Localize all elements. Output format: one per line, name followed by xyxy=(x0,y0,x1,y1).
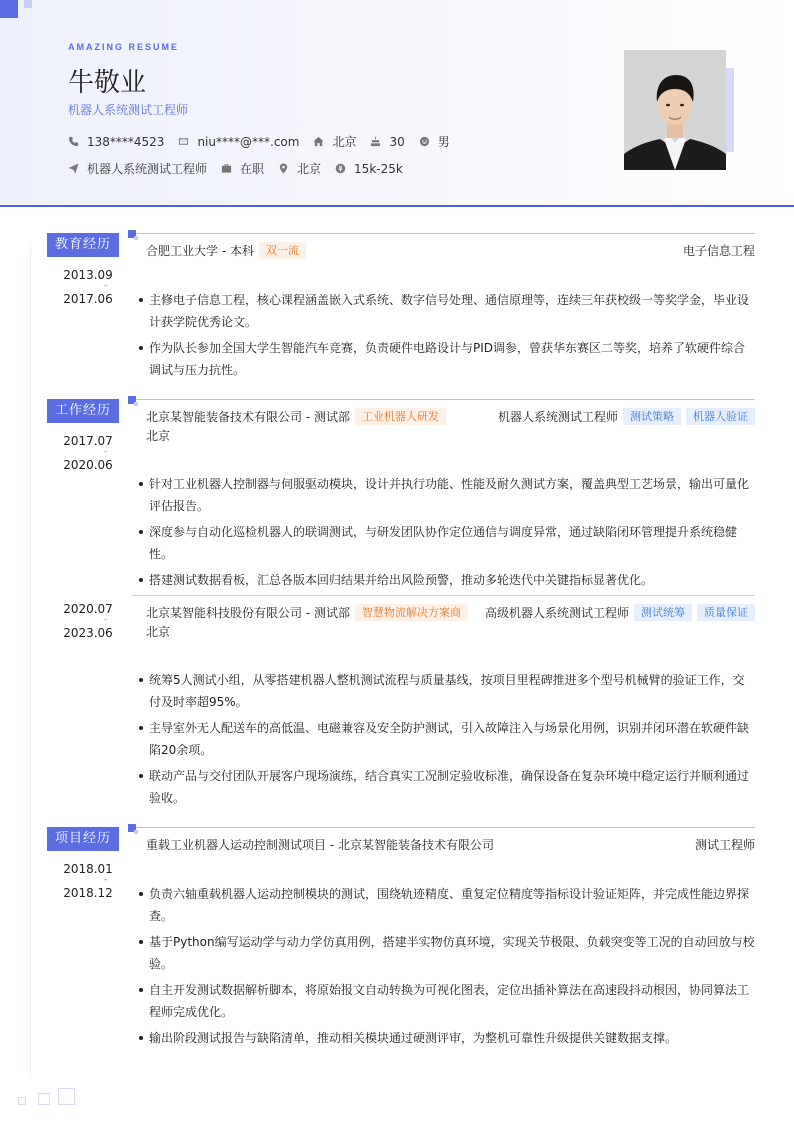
money-icon xyxy=(335,163,346,174)
candidate-name: 牛敬业 xyxy=(68,68,147,98)
job-date-sep: - xyxy=(104,615,108,625)
resume-eyebrow: AMAZING RESUME xyxy=(68,42,179,52)
project-date-start: 2018.01 xyxy=(63,862,113,876)
section-title-education: 教育经历 xyxy=(47,233,119,257)
edu-date-end: 2017.06 xyxy=(63,292,113,306)
job-bullets xyxy=(138,473,755,595)
job-entry-head xyxy=(146,408,755,425)
school-tag: 双一流 xyxy=(259,242,306,259)
job-position: 高级机器人系统测试工程师 xyxy=(484,606,629,620)
briefcase-icon xyxy=(221,163,232,174)
job-intent-row xyxy=(68,160,417,177)
contact-phone xyxy=(68,135,164,149)
company-tag: 工业机器人研发 xyxy=(355,408,446,425)
contact-home xyxy=(313,133,356,150)
list-item: 负责六轴重载机器人运动控制模块的测试，围绕轨迹精度、重复定位精度等指标设计验证矩阵，并完成性能边界探查。 xyxy=(138,883,755,927)
list-item: 主导室外无人配送车的高低温、电磁兼容及安全防护测试，引入故障注入与场景化用例，识别并闭环潜在软硬件缺陷20余项。 xyxy=(138,717,755,761)
gender-icon xyxy=(419,136,430,147)
education-bullets xyxy=(138,289,755,385)
left-rail xyxy=(30,245,31,1075)
header-divider xyxy=(0,205,794,207)
phone-text: 138****4523 xyxy=(87,134,165,149)
home-text: 北京 xyxy=(332,135,357,149)
location-pin-icon xyxy=(278,163,289,174)
contact-email xyxy=(178,135,299,149)
intent-salary-text: 15k-25k xyxy=(354,161,403,176)
job-bullets xyxy=(138,669,755,813)
section-marker xyxy=(128,824,136,832)
list-item: 搭建测试数据看板，汇总各版本回归结果并给出风险预警，推动多轮迭代中关键指标显著优化。 xyxy=(138,569,755,591)
decor-square xyxy=(38,1093,50,1105)
list-item: 自主开发测试数据解析脚本，将原始报文自动转换为可视化图表，定位出插补算法在高速段抖动根因，协同算法工程师完成优化。 xyxy=(138,979,755,1023)
list-item: 针对工业机器人控制器与伺服驱动模块，设计并执行功能、性能及耐久测试方案，覆盖典型工艺场景，输出可量化评估报告。 xyxy=(138,473,755,517)
job-date-end: 2023.06 xyxy=(63,626,113,640)
list-item: 输出阶段测试报告与缺陷清单，推动相关模块通过硬测评审，为整机可靠性升级提供关键数据支撑。 xyxy=(138,1027,755,1049)
project-role: 测试工程师 xyxy=(694,838,755,852)
contact-gender xyxy=(419,133,450,150)
intent-position-text: 机器人系统测试工程师 xyxy=(87,162,208,176)
list-item: 作为队长参加全国大学生智能汽车竞赛，负责硬件电路设计与PID调参，曾获华东赛区二等奖，培养了软硬件综合调试与压力抗性。 xyxy=(138,337,755,381)
intent-city-text: 北京 xyxy=(297,162,322,176)
skill-tag: 测试统筹 xyxy=(634,604,692,621)
section-marker xyxy=(128,230,136,238)
list-item: 统筹5人测试小组，从零搭建机器人整机测试流程与质量基线，按项目里程碑推进多个型号机械臂的验证工作，交付及时率超95%。 xyxy=(138,669,755,713)
section-title-work: 工作经历 xyxy=(47,399,119,423)
edu-date-sep: - xyxy=(104,281,108,291)
intent-city xyxy=(278,160,321,177)
send-icon xyxy=(68,163,79,174)
job-date-start: 2020.07 xyxy=(63,602,113,616)
company-name: 北京某智能装备技术有限公司 - 测试部 xyxy=(146,410,350,424)
education-entry-head xyxy=(146,242,755,259)
section-divider xyxy=(136,827,755,828)
project-date-end: 2018.12 xyxy=(63,886,113,900)
mail-icon xyxy=(178,136,189,147)
project-entry-head xyxy=(146,836,755,853)
intent-salary xyxy=(335,162,403,176)
skill-tag: 测试策略 xyxy=(623,408,681,425)
project-bullets xyxy=(138,883,755,1053)
job-date-end: 2020.06 xyxy=(63,458,113,472)
project-name: 重载工业机器人运动控制测试项目 - 北京某智能装备技术有限公司 xyxy=(146,838,494,852)
skill-tag: 机器人验证 xyxy=(686,408,755,425)
decor-square-small xyxy=(24,0,32,8)
section-divider xyxy=(136,399,755,400)
job-city: 北京 xyxy=(146,625,171,639)
cake-icon xyxy=(370,136,381,147)
section-divider xyxy=(136,233,755,234)
project-date-sep: - xyxy=(104,875,108,885)
job-city: 北京 xyxy=(146,429,171,443)
section-title-projects: 项目经历 xyxy=(47,827,119,851)
contact-age xyxy=(370,135,404,149)
company-name: 北京某智能科技股份有限公司 - 测试部 xyxy=(146,606,350,620)
gender-text: 男 xyxy=(437,135,450,149)
intent-status xyxy=(221,160,264,177)
contact-row xyxy=(68,133,464,150)
major: 电子信息工程 xyxy=(682,244,755,258)
job-position: 机器人系统测试工程师 xyxy=(497,410,618,424)
job-date-sep: - xyxy=(104,447,108,457)
entry-divider xyxy=(132,595,755,596)
intent-position xyxy=(68,160,207,177)
list-item: 深度参与自动化巡检机器人的联调测试，与研发团队协作定位通信与调度异常，通过缺陷闭环管理提升系统稳健性。 xyxy=(138,521,755,565)
decor-square xyxy=(18,1097,26,1105)
list-item: 主修电子信息工程，核心课程涵盖嵌入式系统、数字信号处理、通信原理等，连续三年获校级一等奖学金，毕业设计获学院优秀论文。 xyxy=(138,289,755,333)
email-text: niu****@***.com xyxy=(197,134,300,149)
skill-tag: 质量保证 xyxy=(697,604,755,621)
company-tag: 智慧物流解决方案商 xyxy=(355,604,468,621)
candidate-title: 机器人系统测试工程师 xyxy=(68,103,189,117)
edu-date-start: 2013.09 xyxy=(63,268,113,282)
age-text: 30 xyxy=(389,134,405,149)
job-date-start: 2017.07 xyxy=(63,434,113,448)
list-item: 基于Python编写运动学与动力学仿真用例，搭建半实物仿真环境，实现关节极限、负载突变等工况的自动回放与校验。 xyxy=(138,931,755,975)
decor-square xyxy=(0,0,18,18)
school-name: 合肥工业大学 - 本科 xyxy=(146,244,254,258)
intent-status-text: 在职 xyxy=(240,162,265,176)
phone-icon xyxy=(68,136,79,147)
list-item: 联动产品与交付团队开展客户现场演练，结合真实工况制定验收标准，确保设备在复杂环境中稳定运行并顺利通过验收。 xyxy=(138,765,755,809)
home-icon xyxy=(313,136,324,147)
profile-photo xyxy=(624,50,726,170)
decor-square xyxy=(58,1088,75,1105)
job-entry-head xyxy=(146,604,755,621)
section-marker xyxy=(128,396,136,404)
